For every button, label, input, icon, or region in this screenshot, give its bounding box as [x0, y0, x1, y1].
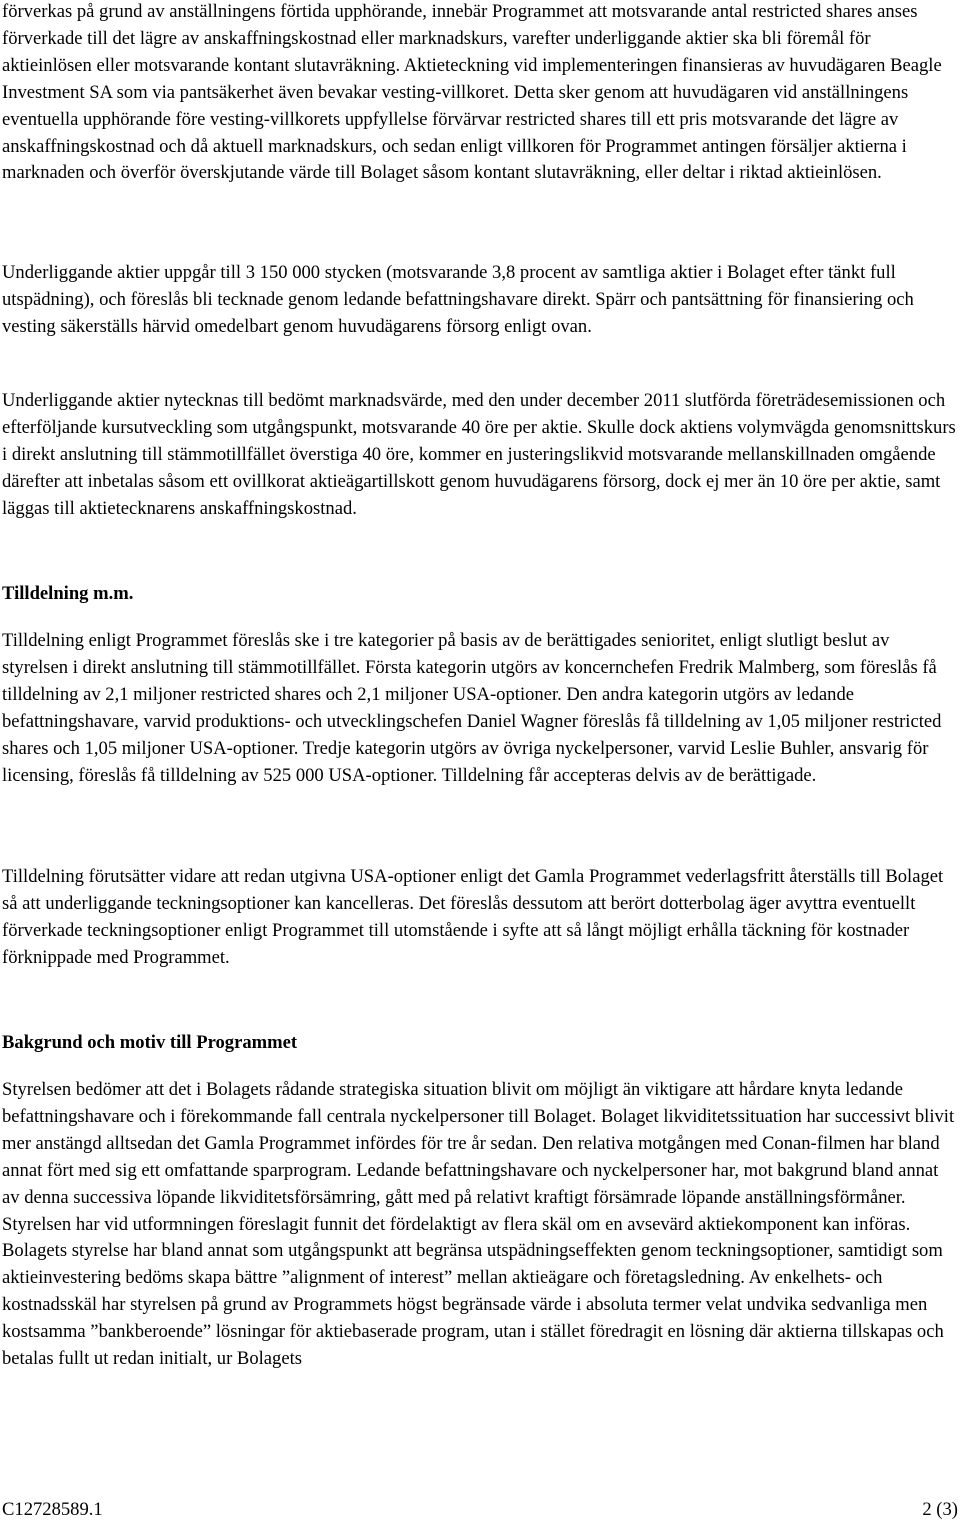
footer-document-id: C12728589.1: [2, 1499, 103, 1520]
section-heading-allocation: Tilldelning m.m.: [2, 583, 134, 604]
paragraph-forfeiture: förverkas på grund av anställningens förtida upphörande, innebär Programmet att motsvarande antal restricted shares anses förverkade till det lägre av anskaffningskostnad eller marknadskurs, varefter underliggande aktier ska bli föremål för aktieinlösen eller motsvarande kontant slutavräkning. Aktieteckning vid implementeringen finansieras av huvudägaren Beagle Investment SA som via pantsäkerhet även bevakar vesting-villkoret. Detta sker genom att huvudägaren vid anställningens eventuella upphörande före vesting-villkorets uppfyllelse förvärvar restricted shares till ett pris motsvarande det lägre av anskaffningskostnad och då aktuell marknadskurs, och sedan enligt villkoren för Programmet antingen försäljer aktierna i marknaden och överför överskjutande värde till Bolaget såsom kontant slutavräkning, eller deltar i riktad aktieinlösen.: [2, 1, 942, 184]
paragraph-allocation-conditions: Tilldelning förutsätter vidare att redan utgivna USA-optioner enligt det Gamla Programmet vederlagsfritt återställs till Bolaget så att underliggande teckningsoptioner kan kancelleras. Det föreslås dessutom att berört dotterbolag äger avyttra eventuellt förverkade teckningsoptioner enligt Programmet till utomstående i syfte att så långt möjligt erhålla täckning för kostnader förknippade med Programmet.: [2, 866, 944, 968]
paragraph-subscription-price: Underliggande aktier nytecknas till bedömt marknadsvärde, med den under december 2011 slutförda företrädesemissionen och efterföljande kursutveckling som utgångspunkt, motsvarande 40 öre per aktie. Skulle dock aktiens volymvägda genomsnittskurs i direkt anslutning till stämmotillfället överstiga 40 öre, kommer en justeringslikvid motsvarande mellanskillnaden omgående därefter att inbetalas såsom ett ovillkorat aktieägartillskott genom huvudägarens försorg, dock ej mer än 10 öre per aktie, samt läggas till aktietecknarens anskaffningskostnad.: [2, 390, 956, 519]
paragraph-allocation-categories: Tilldelning enligt Programmet föreslås ske i tre kategorier på basis av de berättigades senioritet, enligt slutligt beslut av styrelsen i direkt anslutning till stämmotillfället. Första kategorin utgörs av koncernchefen Fredrik Malmberg, som föreslås få tilldelning av 2,1 miljoner restricted shares och 2,1 miljoner USA-optioner. Den andra kategorin utgörs av ledande befattningshavare, varvid produktions- och utvecklingschefen Daniel Wagner föreslås få tilldelning av 1,05 miljoner restricted shares och 1,05 miljoner USA-optioner. Tredje kategorin utgörs av övriga nyckelpersoner, varvid Leslie Buhler, ansvarig för licensing, föreslås få tilldelning av 525 000 USA-optioner. Tilldelning får accepteras delvis av de berättigade.: [2, 630, 942, 786]
section-heading-background: Bakgrund och motiv till Programmet: [2, 1032, 298, 1053]
paragraph-background-motive: Styrelsen bedömer att det i Bolagets rådande strategiska situation blivit om möjligt än viktigare att hårdare knyta ledande befattningshavare och i förekommande fall centrala nyckelpersoner till Bolaget. Bolaget likviditetssituation har successivt blivit mer anstängd alltsedan det Gamla Programmet infördes för tre år sedan. Den relativa motgången med Conan-filmen har bland annat fört med sig ett omfattande sparprogram. Ledande befattningshavare och nyckelpersoner har, mot bakgrund bland annat av denna successiva löpande likviditetsförsämring, gått med på relativt kraftigt försämrade löpande anställningsförmåner. Styrelsen har vid utformningen föreslagit funnit det fördelaktigt av flera skäl om en avsevärd aktiekomponent kan införas. Bolagets styrelse har bland annat som utgångspunkt att begränsa utspädningseffekten genom teckningsoptioner, samtidigt som aktieinvestering bedöms skapa bättre ”alignment of interest” mellan aktieägare och företagsledning. Av enkelhets- och kostnadsskäl har styrelsen på grund av Programmets högst begränsade värde i absoluta termer velat undvika sedvanliga men kostsamma ”bankberoende” lösningar för aktiebaserade program, utan i stället föredragit en lösning där aktierna tillskapas och betalas fullt ut redan initialt, ur Bolagets: [2, 1079, 955, 1370]
footer-page-number: 2 (3): [922, 1499, 958, 1520]
paragraph-underlying-shares: Underliggande aktier uppgår till 3 150 000 stycken (motsvarande 3,8 procent av samtliga aktier i Bolaget efter tänkt full utspädning), och föreslås bli tecknade genom ledande befattningshavare direkt. Spärr och pantsättning för finansiering och vesting säkerställs härvid omedelbart genom huvudägarens försorg enligt ovan.: [2, 262, 914, 337]
